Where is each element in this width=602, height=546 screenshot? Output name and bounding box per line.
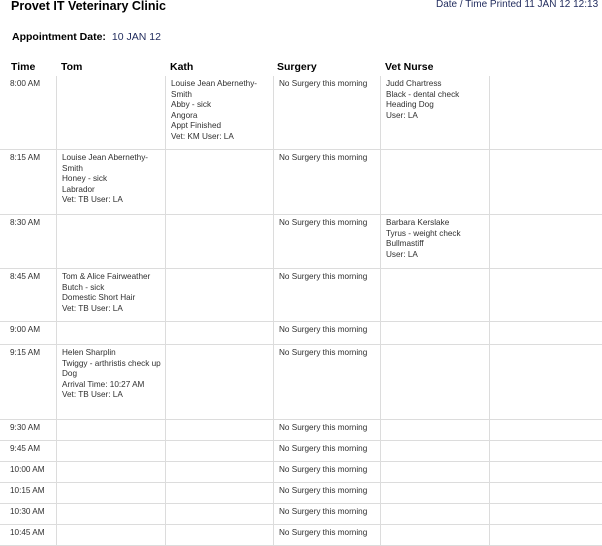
appointment-text: Judd Chartress [386,79,442,88]
time-cell [0,462,56,482]
surgery-cell[interactable] [273,215,380,268]
clinic-title: Provet IT Veterinary Clinic [11,0,166,13]
appointment-text: Bullmastiff [386,239,424,249]
schedule-row [0,150,602,215]
schedule-row [0,322,602,345]
empty-cell[interactable] [489,420,602,440]
tom-cell[interactable] [56,150,165,214]
appointment-text: Abby - sick [171,100,212,110]
time-label: 8:00 AM [10,79,41,88]
surgery-cell[interactable] [273,345,380,419]
time-label: 10:30 AM [10,507,45,516]
appointment-text: No Surgery this morning [279,325,368,334]
surgery-cell[interactable] [273,420,380,440]
surgery-cell[interactable] [273,483,380,503]
time-label: 10:45 AM [10,528,45,537]
time-cell [0,215,56,268]
tom-cell[interactable] [56,420,165,440]
appointment-text: Appt Finished [171,121,222,131]
appointment-grid [0,76,602,546]
surgery-cell[interactable] [273,504,380,524]
tom-cell[interactable] [56,504,165,524]
kath-cell[interactable] [165,441,273,461]
appointment-text: No Surgery this morning [279,153,368,162]
vet-nurse-cell[interactable] [380,322,489,344]
empty-cell[interactable] [489,441,602,461]
kath-cell[interactable] [165,76,273,149]
appointment-text: Barbara Kerslake [386,218,450,227]
time-cell [0,345,56,419]
tom-cell[interactable] [56,483,165,503]
appointment-text: Twiggy - arthristis check up [62,358,161,368]
kath-cell[interactable] [165,345,273,419]
time-cell [0,150,56,214]
kath-cell[interactable] [165,215,273,268]
tom-cell[interactable] [56,345,165,419]
vet-nurse-cell[interactable] [380,483,489,503]
empty-cell[interactable] [489,269,602,321]
appointment-text: Louise Jean Abernethy-Smith [171,79,258,99]
time-label: 8:15 AM [10,153,41,162]
column-header-kath: Kath [170,61,194,73]
empty-cell[interactable] [489,76,602,149]
surgery-cell[interactable] [273,322,380,344]
schedule-row [0,483,602,504]
appointment-text: Tyrus - weight check [386,228,461,238]
appointment-text: Vet: TB User: LA [62,195,123,205]
appointment-text: No Surgery this morning [279,272,368,281]
schedule-header [0,58,602,73]
column-header-tom: Tom [61,61,83,73]
appointment-text: Vet: TB User: LA [62,390,123,400]
tom-cell[interactable] [56,462,165,482]
vet-nurse-cell[interactable] [380,525,489,545]
time-label: 8:30 AM [10,218,41,227]
appointment-text: Vet: KM User: LA [171,131,234,141]
time-label: 9:45 AM [10,444,41,453]
time-cell [0,504,56,524]
time-label: 9:00 AM [10,325,41,334]
time-cell [0,525,56,545]
appointment-text: No Surgery this morning [279,348,368,357]
appointment-text: Labrador [62,184,95,194]
schedule-row [0,462,602,483]
empty-cell[interactable] [489,322,602,344]
surgery-cell[interactable] [273,269,380,321]
time-cell [0,269,56,321]
empty-cell[interactable] [489,215,602,268]
kath-cell[interactable] [165,504,273,524]
kath-cell[interactable] [165,150,273,214]
vet-nurse-cell[interactable] [380,504,489,524]
appointment-text: Arrival Time: 10:27 AM [62,379,145,389]
time-label: 9:15 AM [10,348,41,357]
printed-timestamp: Date / Time Printed 11 JAN 12 12:13 [436,0,599,10]
appointment-text: No Surgery this morning [279,507,368,516]
schedule-row [0,441,602,462]
time-label: 8:45 AM [10,272,41,281]
appointment-text: No Surgery this morning [279,528,368,537]
empty-cell[interactable] [489,345,602,419]
surgery-cell[interactable] [273,525,380,545]
appointment-text: Butch - sick [62,282,105,292]
time-label: 10:00 AM [10,465,45,474]
tom-cell[interactable] [56,322,165,344]
appointment-text: Tom & Alice Fairweather [62,272,151,281]
schedule-row [0,504,602,525]
appointment-date-value: 10 JAN 12 [111,31,161,43]
schedule-row [0,420,602,441]
time-cell [0,441,56,461]
kath-cell[interactable] [165,322,273,344]
appointment-date [12,31,161,43]
vet-nurse-cell[interactable] [380,76,489,149]
schedule-row [0,76,602,150]
appointment-text: Domestic Short Hair [62,293,136,303]
appointment-text: Black - dental check [386,89,460,99]
vet-nurse-cell[interactable] [380,345,489,419]
tom-cell[interactable] [56,269,165,321]
time-label: 10:15 AM [10,486,45,495]
kath-cell[interactable] [165,483,273,503]
appointment-date-label: Appointment Date: [12,31,106,43]
time-cell [0,76,56,149]
surgery-cell[interactable] [273,76,380,149]
vet-nurse-cell[interactable] [380,441,489,461]
appointment-text: Dog [62,369,78,379]
empty-cell[interactable] [489,525,602,545]
appointment-text: Louise Jean Abernethy-Smith [62,153,149,173]
kath-cell[interactable] [165,420,273,440]
column-header-time: Time [11,61,36,73]
schedule-row [0,345,602,420]
appointment-text: No Surgery this morning [279,444,368,453]
appointment-text: No Surgery this morning [279,486,368,495]
appointment-text: No Surgery this morning [279,218,368,227]
vet-nurse-cell[interactable] [380,150,489,214]
appointment-text: User: LA [386,110,418,120]
time-cell [0,322,56,344]
kath-cell[interactable] [165,269,273,321]
tom-cell[interactable] [56,76,165,149]
surgery-cell[interactable] [273,441,380,461]
empty-cell[interactable] [489,462,602,482]
empty-cell[interactable] [489,504,602,524]
vet-nurse-cell[interactable] [380,420,489,440]
appointment-text: Vet: TB User: LA [62,303,123,313]
vet-nurse-cell[interactable] [380,269,489,321]
appointment-text: No Surgery this morning [279,465,368,474]
empty-cell[interactable] [489,483,602,503]
appointment-text: User: LA [386,249,418,259]
appointment-text: No Surgery this morning [279,423,368,432]
appointment-text: Helen Sharplin [62,348,116,357]
surgery-cell[interactable] [273,150,380,214]
column-header-vet-nurse: Vet Nurse [385,61,434,73]
schedule-row [0,269,602,322]
kath-cell[interactable] [165,462,273,482]
tom-cell[interactable] [56,441,165,461]
appointment-text: Honey - sick [62,174,108,184]
appointment-text: No Surgery this morning [279,79,368,88]
kath-cell[interactable] [165,525,273,545]
vet-nurse-cell[interactable] [380,215,489,268]
column-header-surgery: Surgery [277,61,317,73]
schedule-row [0,215,602,269]
appointment-text: Heading Dog [386,100,434,110]
vet-nurse-cell[interactable] [380,462,489,482]
tom-cell[interactable] [56,525,165,545]
empty-cell[interactable] [489,150,602,214]
surgery-cell[interactable] [273,462,380,482]
tom-cell[interactable] [56,215,165,268]
appointment-text: Angora [171,110,198,120]
time-cell [0,483,56,503]
time-cell [0,420,56,440]
time-label: 9:30 AM [10,423,41,432]
